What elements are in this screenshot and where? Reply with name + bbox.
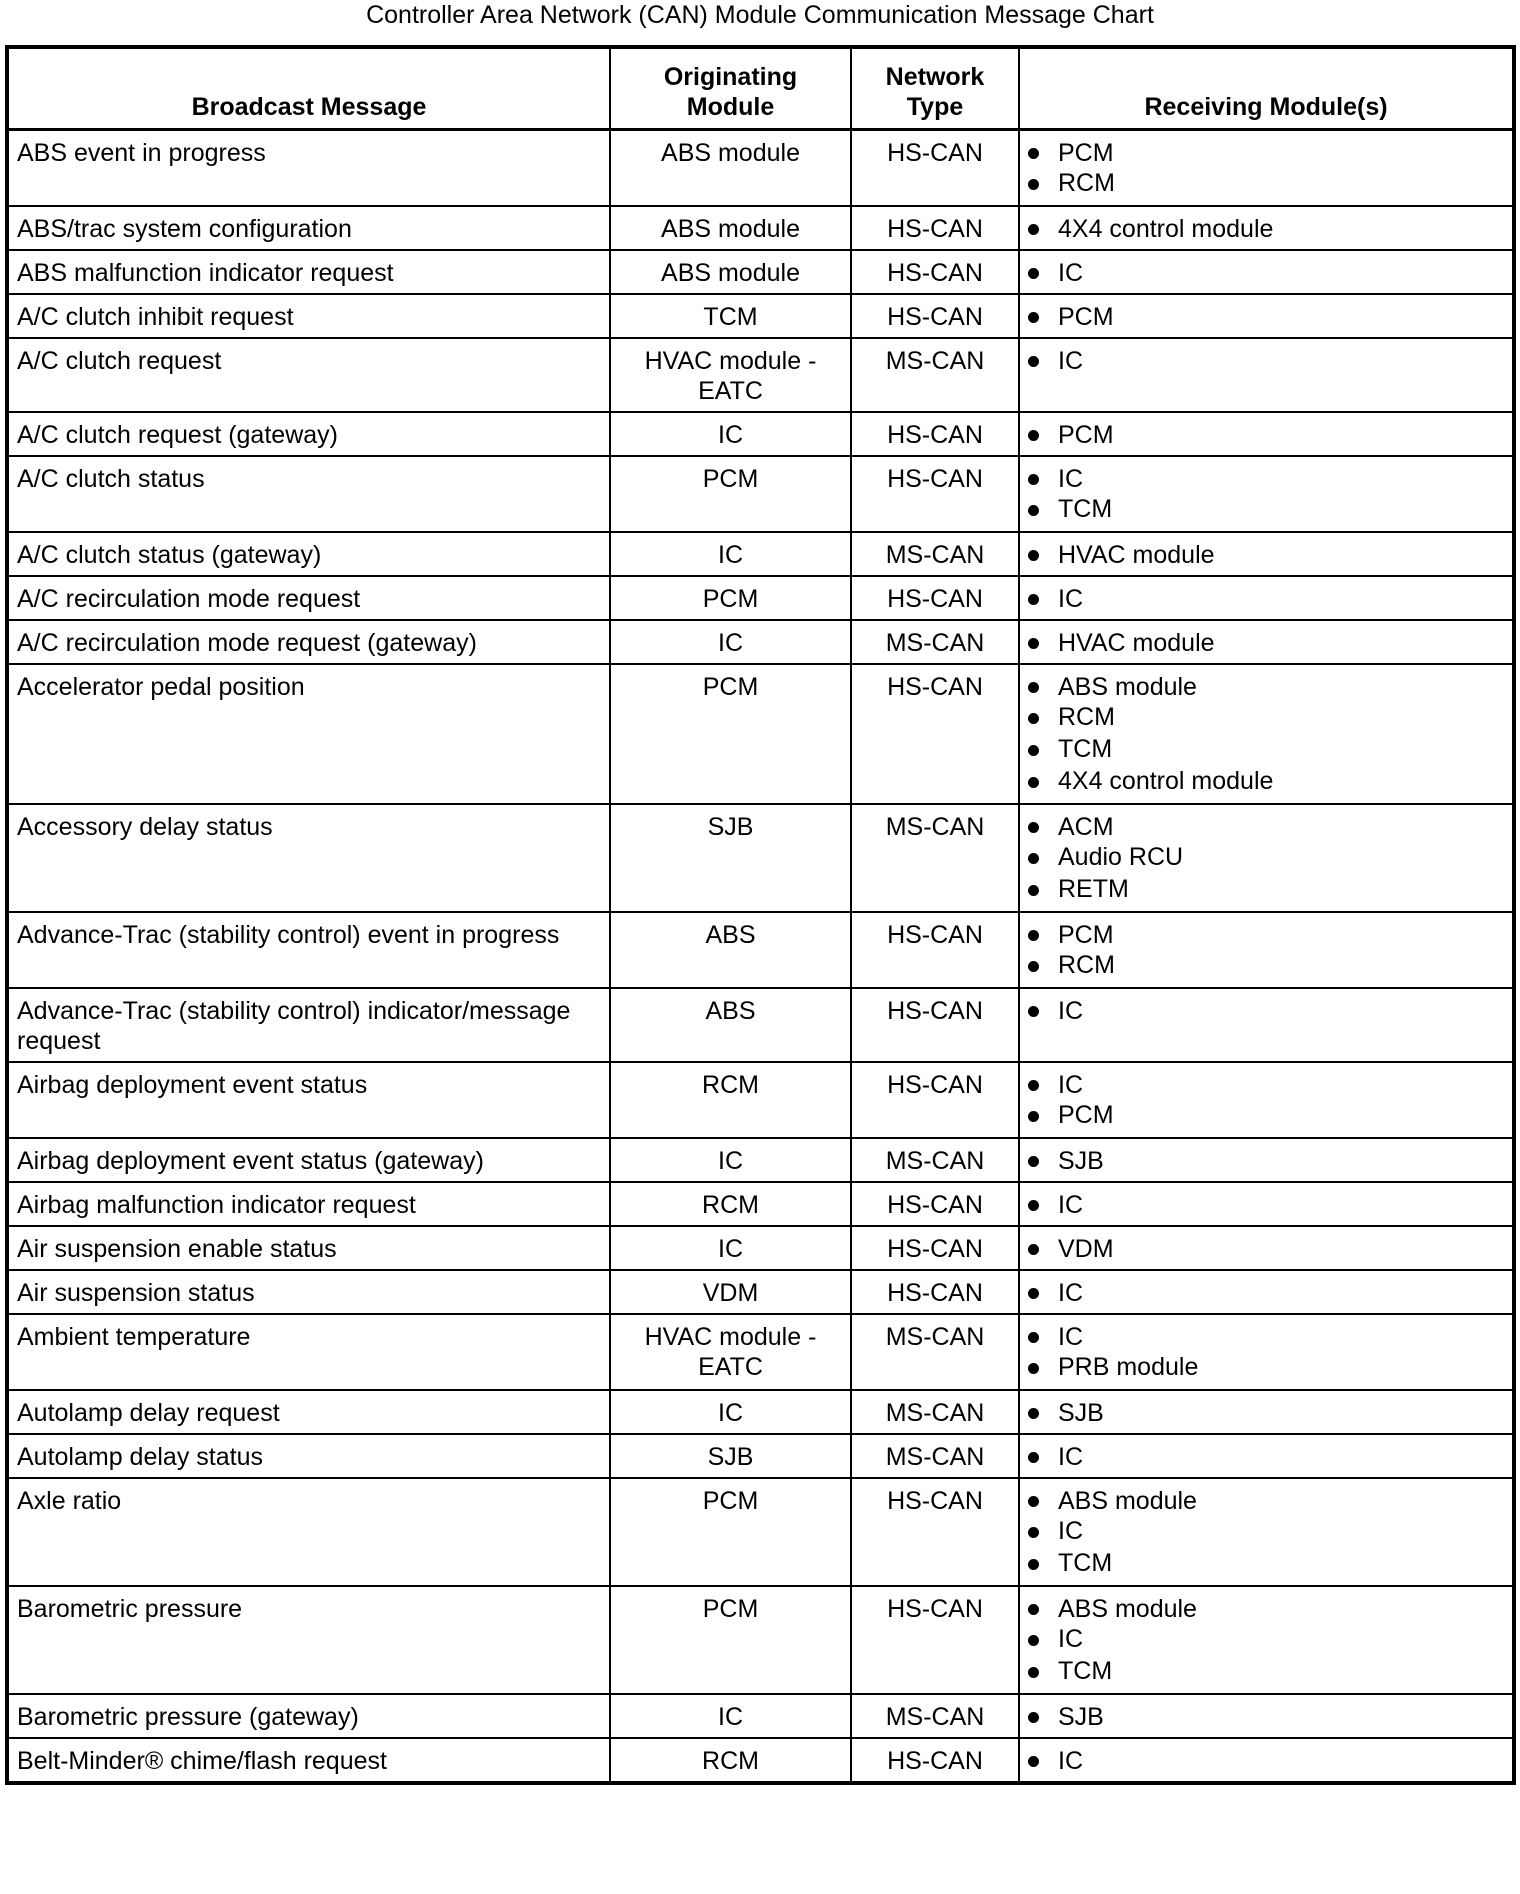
- receiving-module-label: IC: [1058, 1323, 1083, 1351]
- receiving-module-list: [1028, 258, 1504, 288]
- originating-module-cell: IC: [610, 412, 851, 456]
- originating-module-cell: ABS module: [610, 130, 851, 207]
- bullet-icon: [1028, 1006, 1039, 1017]
- originating-module-cell: SJB: [610, 804, 851, 912]
- originating-module-cell: IC: [610, 532, 851, 576]
- bullet-icon: [1028, 224, 1039, 235]
- list-item: [1028, 672, 1504, 702]
- bullet-icon: [1028, 1635, 1039, 1646]
- table-row: [7, 1314, 1514, 1390]
- network-type-cell: HS-CAN: [851, 1478, 1019, 1586]
- originating-module-cell: IC: [610, 1390, 851, 1434]
- receiving-module-label: RCM: [1058, 169, 1115, 197]
- originating-module-cell: IC: [610, 1694, 851, 1738]
- bullet-icon: [1028, 930, 1039, 941]
- network-type-cell: MS-CAN: [851, 1694, 1019, 1738]
- table-body: [7, 130, 1514, 1784]
- receiving-module-list: [1028, 1486, 1504, 1580]
- list-item: [1028, 464, 1504, 494]
- receiving-module-label: SJB: [1058, 1399, 1104, 1427]
- table-row: [7, 456, 1514, 532]
- list-item: [1028, 1070, 1504, 1100]
- receiving-modules-cell: [1019, 1226, 1514, 1270]
- table-row: [7, 1434, 1514, 1478]
- receiving-module-label: IC: [1058, 1443, 1083, 1471]
- originating-module-cell: PCM: [610, 456, 851, 532]
- header-receiving-modules: Receiving Module(s): [1019, 47, 1514, 130]
- receiving-module-list: [1028, 1594, 1504, 1688]
- receiving-module-list: [1028, 138, 1504, 200]
- receiving-modules-cell: [1019, 130, 1514, 207]
- receiving-module-label: IC: [1058, 465, 1083, 493]
- receiving-module-list: [1028, 1234, 1504, 1264]
- list-item: [1028, 873, 1504, 906]
- receiving-module-label: ABS module: [1058, 673, 1197, 701]
- receiving-module-list: [1028, 1746, 1504, 1776]
- bullet-icon: [1028, 550, 1039, 561]
- receiving-module-list: [1028, 1070, 1504, 1132]
- bullet-icon: [1028, 1200, 1039, 1211]
- bullet-icon: [1028, 1244, 1039, 1255]
- receiving-module-label: PCM: [1058, 921, 1114, 949]
- network-type-cell: HS-CAN: [851, 912, 1019, 988]
- list-item: [1028, 420, 1504, 450]
- list-item: [1028, 1278, 1504, 1308]
- receiving-module-list: [1028, 540, 1504, 570]
- network-type-cell: HS-CAN: [851, 294, 1019, 338]
- table-row: [7, 1182, 1514, 1226]
- receiving-modules-cell: [1019, 532, 1514, 576]
- table-row: [7, 1738, 1514, 1783]
- list-item: [1028, 346, 1504, 376]
- bullet-icon: [1028, 1667, 1039, 1678]
- bullet-icon: [1028, 474, 1039, 485]
- list-item: [1028, 1486, 1504, 1516]
- list-item: [1028, 138, 1504, 168]
- broadcast-message-cell: Air suspension enable status: [7, 1226, 610, 1270]
- receiving-module-list: [1028, 346, 1504, 376]
- originating-module-cell: HVAC module - EATC: [610, 1314, 851, 1390]
- table-row: [7, 206, 1514, 250]
- receiving-modules-cell: [1019, 576, 1514, 620]
- table-row: [7, 912, 1514, 988]
- receiving-module-label: PCM: [1058, 1101, 1114, 1129]
- receiving-module-list: [1028, 1702, 1504, 1732]
- bullet-icon: [1028, 1408, 1039, 1419]
- bullet-icon: [1028, 745, 1039, 756]
- receiving-module-list: [1028, 672, 1504, 798]
- network-type-cell: HS-CAN: [851, 1586, 1019, 1694]
- bullet-icon: [1028, 268, 1039, 279]
- receiving-module-label: ABS module: [1058, 1595, 1197, 1623]
- network-type-cell: HS-CAN: [851, 412, 1019, 456]
- receiving-module-list: [1028, 1398, 1504, 1428]
- originating-module-cell: SJB: [610, 1434, 851, 1478]
- bullet-icon: [1028, 148, 1039, 159]
- broadcast-message-cell: Belt-Minder® chime/flash request: [7, 1738, 610, 1783]
- receiving-modules-cell: [1019, 988, 1514, 1062]
- broadcast-message-cell: Airbag deployment event status (gateway): [7, 1138, 610, 1182]
- originating-module-cell: ABS module: [610, 250, 851, 294]
- receiving-module-list: [1028, 464, 1504, 526]
- receiving-module-label: HVAC module: [1058, 541, 1215, 569]
- broadcast-message-cell: A/C clutch status: [7, 456, 610, 532]
- table-row: [7, 804, 1514, 912]
- receiving-module-list: [1028, 302, 1504, 332]
- receiving-modules-cell: [1019, 664, 1514, 804]
- receiving-module-label: TCM: [1058, 1549, 1113, 1577]
- originating-module-cell: PCM: [610, 576, 851, 620]
- table-row: [7, 412, 1514, 456]
- network-type-cell: HS-CAN: [851, 206, 1019, 250]
- broadcast-message-cell: Ambient temperature: [7, 1314, 610, 1390]
- list-item: [1028, 1351, 1504, 1384]
- broadcast-message-cell: Autolamp delay request: [7, 1390, 610, 1434]
- broadcast-message-cell: ABS malfunction indicator request: [7, 250, 610, 294]
- list-item: [1028, 1322, 1504, 1352]
- network-type-cell: MS-CAN: [851, 804, 1019, 912]
- originating-module-cell: ABS module: [610, 206, 851, 250]
- list-item: [1028, 920, 1504, 950]
- table-row: [7, 1390, 1514, 1434]
- broadcast-message-cell: Advance-Trac (stability control) indicator/message request: [7, 988, 610, 1062]
- table-row: [7, 1062, 1514, 1138]
- broadcast-message-cell: Autolamp delay status: [7, 1434, 610, 1478]
- broadcast-message-cell: A/C clutch request (gateway): [7, 412, 610, 456]
- receiving-module-list: [1028, 1322, 1504, 1384]
- receiving-module-label: SJB: [1058, 1703, 1104, 1731]
- receiving-modules-cell: [1019, 412, 1514, 456]
- network-type-cell: HS-CAN: [851, 1270, 1019, 1314]
- bullet-icon: [1028, 594, 1039, 605]
- originating-module-cell: PCM: [610, 1586, 851, 1694]
- bullet-icon: [1028, 1712, 1039, 1723]
- header-originating-module: Originating Module: [610, 47, 851, 130]
- receiving-module-list: [1028, 1278, 1504, 1308]
- receiving-modules-cell: [1019, 620, 1514, 664]
- list-item: [1028, 1746, 1504, 1776]
- receiving-module-label: TCM: [1058, 495, 1113, 523]
- receiving-modules-cell: [1019, 1434, 1514, 1478]
- receiving-module-list: [1028, 628, 1504, 658]
- list-item: [1028, 812, 1504, 842]
- originating-module-cell: HVAC module - EATC: [610, 338, 851, 412]
- originating-module-cell: RCM: [610, 1062, 851, 1138]
- list-item: [1028, 214, 1504, 244]
- bullet-icon: [1028, 312, 1039, 323]
- bullet-icon: [1028, 1332, 1039, 1343]
- list-item: [1028, 584, 1504, 614]
- receiving-module-label: RETM: [1058, 875, 1129, 903]
- list-item: [1028, 302, 1504, 332]
- receiving-modules-cell: [1019, 206, 1514, 250]
- network-type-cell: MS-CAN: [851, 1314, 1019, 1390]
- receiving-modules-cell: [1019, 1694, 1514, 1738]
- receiving-module-list: [1028, 996, 1504, 1026]
- bullet-icon: [1028, 1363, 1039, 1374]
- list-item: [1028, 1515, 1504, 1548]
- receiving-module-label: PCM: [1058, 139, 1114, 167]
- receiving-modules-cell: [1019, 1478, 1514, 1586]
- list-item: [1028, 841, 1504, 874]
- originating-module-cell: ABS: [610, 988, 851, 1062]
- receiving-module-list: [1028, 1442, 1504, 1472]
- table-row: [7, 1138, 1514, 1182]
- receiving-modules-cell: [1019, 294, 1514, 338]
- list-item: [1028, 1594, 1504, 1624]
- list-item: [1028, 493, 1504, 526]
- bullet-icon: [1028, 1559, 1039, 1570]
- list-item: [1028, 1547, 1504, 1580]
- bullet-icon: [1028, 1111, 1039, 1122]
- receiving-module-label: IC: [1058, 1071, 1083, 1099]
- list-item: [1028, 1099, 1504, 1132]
- receiving-modules-cell: [1019, 1182, 1514, 1226]
- receiving-module-label: VDM: [1058, 1235, 1114, 1263]
- originating-module-cell: PCM: [610, 664, 851, 804]
- network-type-cell: HS-CAN: [851, 1062, 1019, 1138]
- receiving-module-label: PRB module: [1058, 1353, 1199, 1381]
- receiving-module-list: [1028, 920, 1504, 982]
- originating-module-cell: IC: [610, 1226, 851, 1270]
- originating-module-cell: ABS: [610, 912, 851, 988]
- bullet-icon: [1028, 853, 1039, 864]
- receiving-modules-cell: [1019, 1314, 1514, 1390]
- broadcast-message-cell: Barometric pressure (gateway): [7, 1694, 610, 1738]
- receiving-module-label: IC: [1058, 1747, 1083, 1775]
- receiving-module-label: IC: [1058, 1279, 1083, 1307]
- network-type-cell: HS-CAN: [851, 1182, 1019, 1226]
- table-row: [7, 130, 1514, 207]
- can-message-table: [5, 45, 1516, 1785]
- table-row: [7, 338, 1514, 412]
- originating-module-cell: RCM: [610, 1738, 851, 1783]
- list-item: [1028, 1190, 1504, 1220]
- receiving-module-label: IC: [1058, 347, 1083, 375]
- broadcast-message-cell: Axle ratio: [7, 1478, 610, 1586]
- table-row: [7, 250, 1514, 294]
- receiving-modules-cell: [1019, 250, 1514, 294]
- receiving-module-label: PCM: [1058, 303, 1114, 331]
- broadcast-message-cell: Airbag malfunction indicator request: [7, 1182, 610, 1226]
- broadcast-message-cell: ABS event in progress: [7, 130, 610, 207]
- receiving-module-label: IC: [1058, 1625, 1083, 1653]
- receiving-module-label: ACM: [1058, 813, 1114, 841]
- bullet-icon: [1028, 638, 1039, 649]
- bullet-icon: [1028, 430, 1039, 441]
- header-broadcast-message: Broadcast Message: [7, 47, 610, 130]
- receiving-module-label: RCM: [1058, 951, 1115, 979]
- receiving-modules-cell: [1019, 338, 1514, 412]
- bullet-icon: [1028, 1604, 1039, 1615]
- receiving-module-label: IC: [1058, 259, 1083, 287]
- network-type-cell: MS-CAN: [851, 532, 1019, 576]
- table-row: [7, 664, 1514, 804]
- receiving-module-label: 4X4 control module: [1058, 767, 1274, 795]
- broadcast-message-cell: Advance-Trac (stability control) event in progress: [7, 912, 610, 988]
- broadcast-message-cell: A/C clutch inhibit request: [7, 294, 610, 338]
- bullet-icon: [1028, 505, 1039, 516]
- network-type-cell: MS-CAN: [851, 1138, 1019, 1182]
- network-type-cell: MS-CAN: [851, 1434, 1019, 1478]
- bullet-icon: [1028, 713, 1039, 724]
- receiving-modules-cell: [1019, 1390, 1514, 1434]
- originating-module-cell: RCM: [610, 1182, 851, 1226]
- originating-module-cell: IC: [610, 620, 851, 664]
- list-item: [1028, 1442, 1504, 1472]
- list-item: [1028, 1234, 1504, 1264]
- bullet-icon: [1028, 682, 1039, 693]
- receiving-module-label: Audio RCU: [1058, 843, 1184, 871]
- network-type-cell: HS-CAN: [851, 250, 1019, 294]
- network-type-cell: HS-CAN: [851, 1738, 1019, 1783]
- receiving-module-label: ABS module: [1058, 1487, 1197, 1515]
- originating-module-cell: PCM: [610, 1478, 851, 1586]
- receiving-module-label: HVAC module: [1058, 629, 1215, 657]
- list-item: [1028, 949, 1504, 982]
- broadcast-message-cell: A/C clutch status (gateway): [7, 532, 610, 576]
- list-item: [1028, 1146, 1504, 1176]
- bullet-icon: [1028, 1756, 1039, 1767]
- bullet-icon: [1028, 1452, 1039, 1463]
- list-item: [1028, 1623, 1504, 1656]
- table-row: [7, 620, 1514, 664]
- bullet-icon: [1028, 1496, 1039, 1507]
- receiving-module-label: RCM: [1058, 703, 1115, 731]
- list-item: [1028, 540, 1504, 570]
- table-row: [7, 532, 1514, 576]
- list-item: [1028, 258, 1504, 288]
- network-type-cell: HS-CAN: [851, 1226, 1019, 1270]
- receiving-module-label: 4X4 control module: [1058, 215, 1274, 243]
- receiving-module-label: IC: [1058, 997, 1083, 1025]
- bullet-icon: [1028, 179, 1039, 190]
- bullet-icon: [1028, 1527, 1039, 1538]
- list-item: [1028, 733, 1504, 766]
- network-type-cell: HS-CAN: [851, 130, 1019, 207]
- receiving-modules-cell: [1019, 456, 1514, 532]
- header-network-type: Network Type: [851, 47, 1019, 130]
- broadcast-message-cell: A/C recirculation mode request (gateway): [7, 620, 610, 664]
- receiving-modules-cell: [1019, 1138, 1514, 1182]
- receiving-module-label: TCM: [1058, 1657, 1113, 1685]
- table-header-row: [7, 47, 1514, 130]
- network-type-cell: HS-CAN: [851, 456, 1019, 532]
- list-item: [1028, 1655, 1504, 1688]
- broadcast-message-cell: ABS/trac system configuration: [7, 206, 610, 250]
- receiving-modules-cell: [1019, 1738, 1514, 1783]
- bullet-icon: [1028, 1288, 1039, 1299]
- broadcast-message-cell: Accelerator pedal position: [7, 664, 610, 804]
- list-item: [1028, 1398, 1504, 1428]
- bullet-icon: [1028, 1156, 1039, 1167]
- chart-title: Controller Area Network (CAN) Module Communication Message Chart: [366, 1, 1154, 29]
- table-row: [7, 576, 1514, 620]
- network-type-cell: MS-CAN: [851, 338, 1019, 412]
- list-item: [1028, 765, 1504, 798]
- broadcast-message-cell: A/C clutch request: [7, 338, 610, 412]
- table-row: [7, 1694, 1514, 1738]
- list-item: [1028, 996, 1504, 1026]
- table-row: [7, 988, 1514, 1062]
- bullet-icon: [1028, 961, 1039, 972]
- table-row: [7, 294, 1514, 338]
- broadcast-message-cell: Air suspension status: [7, 1270, 610, 1314]
- originating-module-cell: TCM: [610, 294, 851, 338]
- receiving-module-list: [1028, 420, 1504, 450]
- receiving-modules-cell: [1019, 1270, 1514, 1314]
- originating-module-cell: IC: [610, 1138, 851, 1182]
- list-item: [1028, 628, 1504, 658]
- table-row: [7, 1586, 1514, 1694]
- bullet-icon: [1028, 777, 1039, 788]
- network-type-cell: HS-CAN: [851, 988, 1019, 1062]
- bullet-icon: [1028, 356, 1039, 367]
- bullet-icon: [1028, 885, 1039, 896]
- table-row: [7, 1478, 1514, 1586]
- originating-module-cell: VDM: [610, 1270, 851, 1314]
- network-type-cell: HS-CAN: [851, 664, 1019, 804]
- list-item: [1028, 167, 1504, 200]
- receiving-module-label: IC: [1058, 585, 1083, 613]
- receiving-module-list: [1028, 584, 1504, 614]
- bullet-icon: [1028, 1080, 1039, 1091]
- receiving-module-label: SJB: [1058, 1147, 1104, 1175]
- receiving-module-label: PCM: [1058, 421, 1114, 449]
- receiving-modules-cell: [1019, 1062, 1514, 1138]
- receiving-module-label: IC: [1058, 1517, 1083, 1545]
- broadcast-message-cell: Airbag deployment event status: [7, 1062, 610, 1138]
- receiving-module-list: [1028, 214, 1504, 244]
- table-row: [7, 1270, 1514, 1314]
- receiving-module-label: IC: [1058, 1191, 1083, 1219]
- receiving-modules-cell: [1019, 804, 1514, 912]
- table-row: [7, 1226, 1514, 1270]
- broadcast-message-cell: Accessory delay status: [7, 804, 610, 912]
- receiving-module-list: [1028, 1146, 1504, 1176]
- receiving-modules-cell: [1019, 1586, 1514, 1694]
- broadcast-message-cell: Barometric pressure: [7, 1586, 610, 1694]
- network-type-cell: MS-CAN: [851, 620, 1019, 664]
- network-type-cell: MS-CAN: [851, 1390, 1019, 1434]
- receiving-modules-cell: [1019, 912, 1514, 988]
- receiving-module-list: [1028, 812, 1504, 906]
- receiving-module-label: TCM: [1058, 735, 1113, 763]
- network-type-cell: HS-CAN: [851, 576, 1019, 620]
- broadcast-message-cell: A/C recirculation mode request: [7, 576, 610, 620]
- list-item: [1028, 1702, 1504, 1732]
- receiving-module-list: [1028, 1190, 1504, 1220]
- list-item: [1028, 701, 1504, 734]
- bullet-icon: [1028, 822, 1039, 833]
